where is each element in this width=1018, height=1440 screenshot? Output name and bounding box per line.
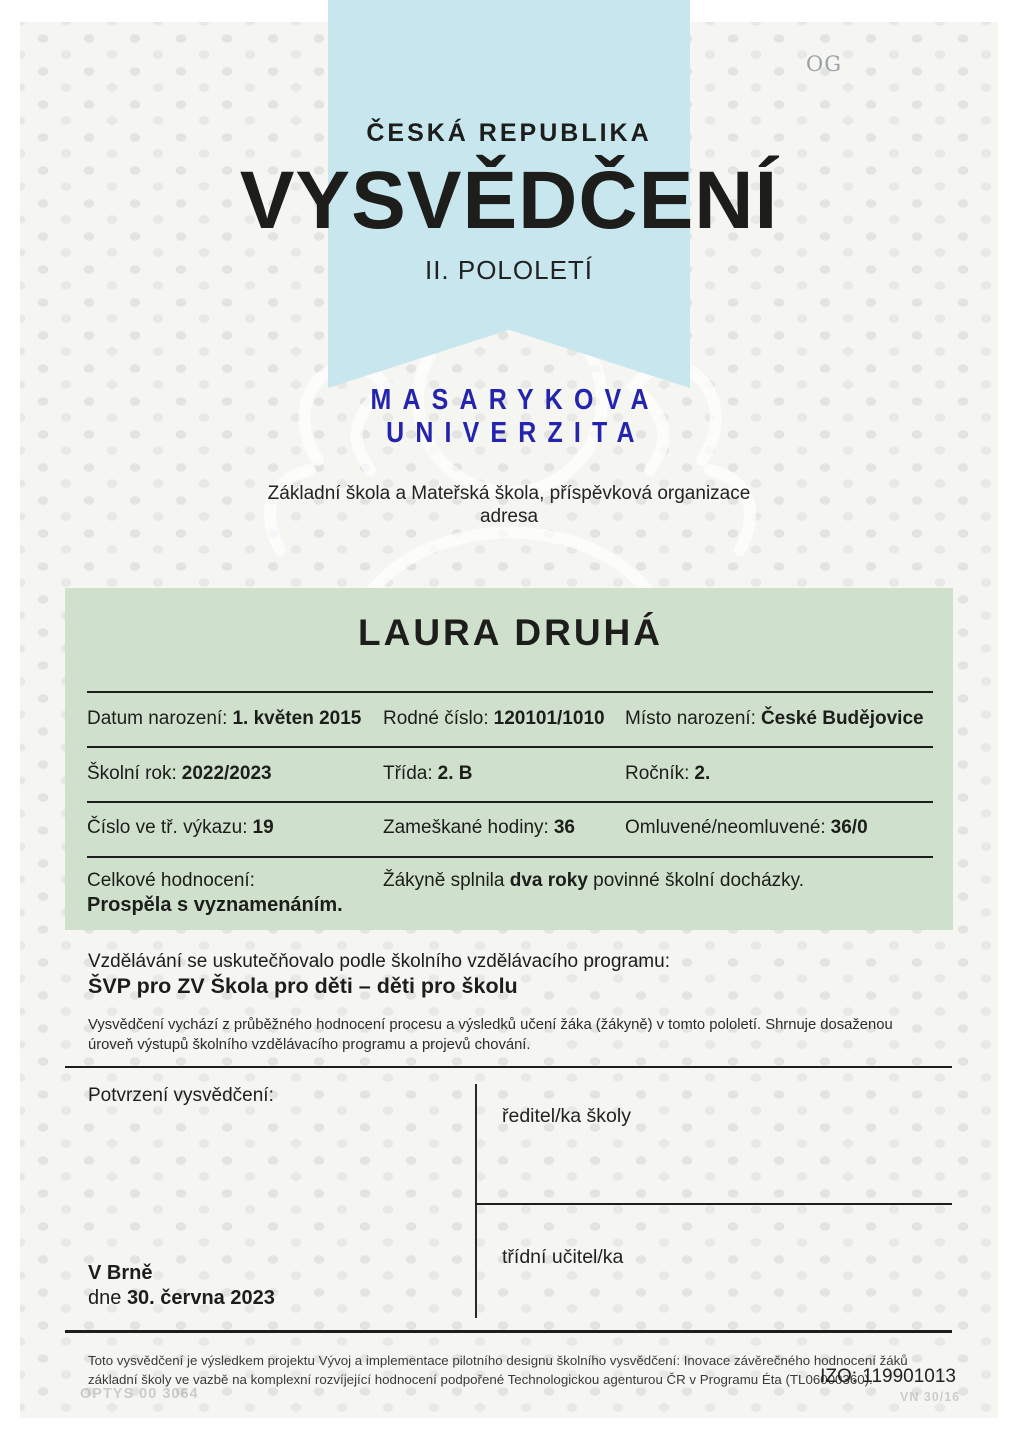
field-birth-date xyxy=(87,708,361,730)
issue-date xyxy=(88,1287,275,1310)
divider-above-signatures xyxy=(65,1066,952,1068)
print-code-bottom-left: OPTYS 00 3064 xyxy=(80,1386,199,1402)
director-signature-label: ředitel/ka školy xyxy=(502,1105,631,1127)
field-value: 2022/2023 xyxy=(181,763,272,784)
field-school-year xyxy=(87,763,272,785)
field-value: 2. xyxy=(694,763,711,784)
student-panel xyxy=(65,588,953,930)
field-label: Místo narození: xyxy=(625,708,756,729)
student-name: LAURA DRUHÁ xyxy=(358,612,663,653)
overall-assessment-label: Celkové hodnocení: xyxy=(87,870,255,891)
izo-number: IZO: 119901013 xyxy=(820,1366,956,1387)
signature-vertical-divider xyxy=(475,1084,477,1318)
teacher-signature-label: třídní učitel/ka xyxy=(502,1246,624,1268)
field-value: České Budějovice xyxy=(760,708,924,729)
issue-place: V Brně xyxy=(88,1262,153,1284)
print-code-bottom-right: VN 30/16 xyxy=(900,1390,961,1404)
signature-horizontal-divider xyxy=(475,1203,952,1205)
panel-divider-4 xyxy=(87,856,933,858)
field-value: 36 xyxy=(553,817,575,838)
panel-divider-1 xyxy=(87,691,933,693)
field-label: Ročník: xyxy=(625,763,690,784)
overall-result: Prospěla s vyznamenáním. xyxy=(87,894,343,916)
university-logo-line2: UNIVERZITA xyxy=(385,417,646,449)
field-label: Zameškané hodiny: xyxy=(383,817,549,838)
field-label: Datum narození: xyxy=(87,708,228,729)
attendance-suffix: povinné školní docházky. xyxy=(587,870,805,891)
field-class xyxy=(383,763,472,785)
field-value: 19 xyxy=(252,817,274,838)
school-name: Základní škola a Mateřská škola, příspěvková organizace xyxy=(267,483,751,504)
field-value: 120101/1010 xyxy=(493,708,605,729)
field-value: 36/0 xyxy=(830,817,868,838)
divider-above-footer xyxy=(65,1330,952,1333)
attendance-statement xyxy=(383,870,804,892)
attendance-years: dva roky xyxy=(509,870,588,891)
print-code-top-right: OG xyxy=(806,52,842,76)
field-label: Třída: xyxy=(383,763,433,784)
field-label: Omluvené/neomluvené: xyxy=(625,817,826,838)
field-label: Číslo ve tř. výkazu: xyxy=(87,817,248,838)
school-address: adresa xyxy=(479,506,539,527)
panel-divider-3 xyxy=(87,801,933,803)
issue-date-prefix: dne xyxy=(88,1287,127,1309)
assessment-note: Vysvědčení vychází z průběžného hodnocení procesu a výsledků učení žáka (žákyně) v tomto pololetí. Shrnuje dosaženou úroveň výstupů školního vzdělávacího programu a projevů chování. xyxy=(88,1017,893,1053)
program-intro: Vzdělávání se uskutečňovalo podle školního vzdělávacího programu: xyxy=(88,951,670,972)
confirmation-title: Potvrzení vysvědčení: xyxy=(88,1085,274,1106)
issue-date-value: 30. června 2023 xyxy=(126,1287,275,1309)
program-name: ŠVP pro ZV Škola pro děti – děti pro školu xyxy=(88,974,518,998)
field-label: Školní rok: xyxy=(87,763,177,784)
field-birth-number xyxy=(383,708,605,730)
field-missed-hours xyxy=(383,817,575,839)
attendance-prefix: Žákyně splnila xyxy=(383,870,510,891)
university-logo-line1: MASARYKOVA xyxy=(370,384,661,416)
panel-divider-2 xyxy=(87,746,933,748)
university-logo xyxy=(0,384,1018,450)
field-register-number xyxy=(87,817,274,839)
field-birth-place xyxy=(625,708,924,730)
semester-subtitle: II. POLOLETÍ xyxy=(424,255,594,285)
field-grade xyxy=(625,763,710,785)
document-title: VYSVĚDČENÍ xyxy=(239,155,779,246)
country-title: ČESKÁ REPUBLIKA xyxy=(366,119,652,147)
field-value: 2. B xyxy=(437,763,473,784)
field-value: 1. květen 2015 xyxy=(232,708,362,729)
project-footnote: Toto vysvědčení je výsledkem projektu Vývoj a implementace pilotního designu školního vysvědčení: Inovace závěrečného hodnocení žáků základní školy ve vazbě na komplexní rozvíjející hodnocení podpořené Technologickou agenturou ČR v Programu Éta (TL06000360). xyxy=(88,1353,908,1388)
field-excused-unexcused xyxy=(625,817,868,839)
field-label: Rodné číslo: xyxy=(383,708,489,729)
